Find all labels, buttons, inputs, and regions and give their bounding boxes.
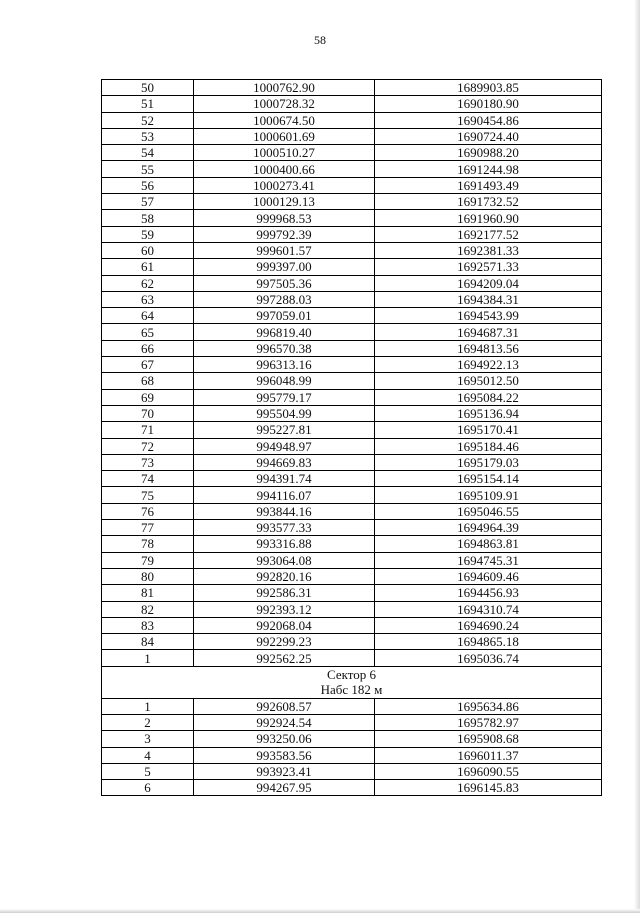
y-coordinate-cell: 1694964.39 [375, 520, 602, 536]
table-row [102, 585, 602, 601]
x-coordinate-cell: 997288.03 [194, 291, 375, 307]
x-coordinate-cell: 999792.39 [194, 226, 375, 242]
x-coordinate-cell: 1000601.69 [194, 128, 375, 144]
table-row [102, 308, 602, 324]
table-row [102, 780, 602, 796]
table-row [102, 357, 602, 373]
x-coordinate-cell: 996048.99 [194, 373, 375, 389]
x-coordinate-cell: 992562.25 [194, 650, 375, 666]
table-row [102, 634, 602, 650]
point-number-cell: 59 [102, 226, 194, 242]
y-coordinate-cell: 1691960.90 [375, 210, 602, 226]
point-number-cell: 53 [102, 128, 194, 144]
x-coordinate-cell: 994116.07 [194, 487, 375, 503]
point-number-cell: 77 [102, 520, 194, 536]
y-coordinate-cell: 1694922.13 [375, 357, 602, 373]
point-number-cell: 68 [102, 373, 194, 389]
x-coordinate-cell: 1000728.32 [194, 96, 375, 112]
x-coordinate-cell: 995227.81 [194, 422, 375, 438]
point-number-cell: 1 [102, 698, 194, 714]
table-row [102, 80, 602, 96]
y-coordinate-cell: 1695154.14 [375, 471, 602, 487]
point-number-cell: 66 [102, 340, 194, 356]
x-coordinate-cell: 993250.06 [194, 731, 375, 747]
table-row [102, 405, 602, 421]
table-row [102, 454, 602, 470]
y-coordinate-cell: 1690454.86 [375, 112, 602, 128]
sector-heading-cell [102, 666, 602, 698]
y-coordinate-cell: 1694865.18 [375, 634, 602, 650]
point-number-cell: 57 [102, 194, 194, 210]
coordinates-table [101, 79, 602, 796]
y-coordinate-cell: 1690988.20 [375, 145, 602, 161]
table-row [102, 650, 602, 666]
x-coordinate-cell: 992299.23 [194, 634, 375, 650]
x-coordinate-cell: 994391.74 [194, 471, 375, 487]
table-row [102, 601, 602, 617]
y-coordinate-cell: 1691244.98 [375, 161, 602, 177]
y-coordinate-cell: 1691493.49 [375, 177, 602, 193]
scan-edge-shadow-bottom [0, 909, 640, 913]
y-coordinate-cell: 1695084.22 [375, 389, 602, 405]
point-number-cell: 55 [102, 161, 194, 177]
y-coordinate-cell: 1695908.68 [375, 731, 602, 747]
y-coordinate-cell: 1689903.85 [375, 80, 602, 96]
x-coordinate-cell: 992586.31 [194, 585, 375, 601]
table-row [102, 145, 602, 161]
table-row [102, 128, 602, 144]
y-coordinate-cell: 1694384.31 [375, 291, 602, 307]
sector-subtitle: Набс 182 м [320, 682, 383, 698]
x-coordinate-cell: 995779.17 [194, 389, 375, 405]
point-number-cell: 54 [102, 145, 194, 161]
y-coordinate-cell: 1694687.31 [375, 324, 602, 340]
x-coordinate-cell: 992068.04 [194, 617, 375, 633]
y-coordinate-cell: 1692571.33 [375, 259, 602, 275]
y-coordinate-cell: 1695634.86 [375, 698, 602, 714]
y-coordinate-cell: 1695109.91 [375, 487, 602, 503]
y-coordinate-cell: 1694209.04 [375, 275, 602, 291]
table-row [102, 747, 602, 763]
y-coordinate-cell: 1695012.50 [375, 373, 602, 389]
y-coordinate-cell: 1695184.46 [375, 438, 602, 454]
point-number-cell: 82 [102, 601, 194, 617]
table-row [102, 714, 602, 730]
point-number-cell: 58 [102, 210, 194, 226]
x-coordinate-cell: 996313.16 [194, 357, 375, 373]
table-row [102, 210, 602, 226]
table-body-after-sector [102, 698, 602, 796]
table-row [102, 226, 602, 242]
table-row [102, 731, 602, 747]
table-row [102, 194, 602, 210]
point-number-cell: 65 [102, 324, 194, 340]
y-coordinate-cell: 1694745.31 [375, 552, 602, 568]
table-body-before-sector [102, 80, 602, 667]
table-row [102, 340, 602, 356]
point-number-cell: 64 [102, 308, 194, 324]
x-coordinate-cell: 996819.40 [194, 324, 375, 340]
table-row [102, 487, 602, 503]
table-row [102, 422, 602, 438]
y-coordinate-cell: 1695782.97 [375, 714, 602, 730]
x-coordinate-cell: 993577.33 [194, 520, 375, 536]
point-number-cell: 69 [102, 389, 194, 405]
x-coordinate-cell: 992820.16 [194, 568, 375, 584]
table-row [102, 617, 602, 633]
point-number-cell: 73 [102, 454, 194, 470]
point-number-cell: 81 [102, 585, 194, 601]
y-coordinate-cell: 1695179.03 [375, 454, 602, 470]
table-row [102, 471, 602, 487]
x-coordinate-cell: 992393.12 [194, 601, 375, 617]
x-coordinate-cell: 992924.54 [194, 714, 375, 730]
x-coordinate-cell: 993923.41 [194, 763, 375, 779]
page-number: 58 [314, 33, 326, 47]
point-number-cell: 75 [102, 487, 194, 503]
x-coordinate-cell: 992608.57 [194, 698, 375, 714]
point-number-cell: 67 [102, 357, 194, 373]
point-number-cell: 3 [102, 731, 194, 747]
point-number-cell: 4 [102, 747, 194, 763]
point-number-cell: 70 [102, 405, 194, 421]
x-coordinate-cell: 997059.01 [194, 308, 375, 324]
y-coordinate-cell: 1692381.33 [375, 242, 602, 258]
table-row [102, 438, 602, 454]
point-number-cell: 79 [102, 552, 194, 568]
sector-header [102, 666, 602, 698]
point-number-cell: 72 [102, 438, 194, 454]
point-number-cell: 1 [102, 650, 194, 666]
x-coordinate-cell: 999601.57 [194, 242, 375, 258]
point-number-cell: 56 [102, 177, 194, 193]
point-number-cell: 51 [102, 96, 194, 112]
x-coordinate-cell: 993064.08 [194, 552, 375, 568]
x-coordinate-cell: 1000762.90 [194, 80, 375, 96]
point-number-cell: 2 [102, 714, 194, 730]
y-coordinate-cell: 1692177.52 [375, 226, 602, 242]
x-coordinate-cell: 994669.83 [194, 454, 375, 470]
x-coordinate-cell: 993583.56 [194, 747, 375, 763]
sector-title: Сектор 6 [326, 667, 376, 683]
y-coordinate-cell: 1690724.40 [375, 128, 602, 144]
x-coordinate-cell: 1000400.66 [194, 161, 375, 177]
x-coordinate-cell: 996570.38 [194, 340, 375, 356]
x-coordinate-cell: 997505.36 [194, 275, 375, 291]
table-row [102, 242, 602, 258]
table-row [102, 259, 602, 275]
x-coordinate-cell: 993316.88 [194, 536, 375, 552]
point-number-cell: 76 [102, 503, 194, 519]
table-row [102, 568, 602, 584]
table-row [102, 536, 602, 552]
x-coordinate-cell: 999968.53 [194, 210, 375, 226]
y-coordinate-cell: 1695170.41 [375, 422, 602, 438]
x-coordinate-cell: 995504.99 [194, 405, 375, 421]
table-row [102, 161, 602, 177]
table-row [102, 112, 602, 128]
y-coordinate-cell: 1694543.99 [375, 308, 602, 324]
y-coordinate-cell: 1694690.24 [375, 617, 602, 633]
table-row [102, 520, 602, 536]
point-number-cell: 84 [102, 634, 194, 650]
table-row [102, 324, 602, 340]
y-coordinate-cell: 1694310.74 [375, 601, 602, 617]
x-coordinate-cell: 1000273.41 [194, 177, 375, 193]
y-coordinate-cell: 1696090.55 [375, 763, 602, 779]
y-coordinate-cell: 1691732.52 [375, 194, 602, 210]
x-coordinate-cell: 993844.16 [194, 503, 375, 519]
point-number-cell: 74 [102, 471, 194, 487]
x-coordinate-cell: 994948.97 [194, 438, 375, 454]
point-number-cell: 5 [102, 763, 194, 779]
sector-heading-row [102, 666, 602, 698]
point-number-cell: 71 [102, 422, 194, 438]
point-number-cell: 78 [102, 536, 194, 552]
table-row [102, 552, 602, 568]
y-coordinate-cell: 1695136.94 [375, 405, 602, 421]
y-coordinate-cell: 1690180.90 [375, 96, 602, 112]
x-coordinate-cell: 994267.95 [194, 780, 375, 796]
table-row [102, 96, 602, 112]
point-number-cell: 61 [102, 259, 194, 275]
table-row [102, 373, 602, 389]
y-coordinate-cell: 1694863.81 [375, 536, 602, 552]
table-row [102, 275, 602, 291]
point-number-cell: 60 [102, 242, 194, 258]
table-row [102, 177, 602, 193]
point-number-cell: 62 [102, 275, 194, 291]
y-coordinate-cell: 1696145.83 [375, 780, 602, 796]
x-coordinate-cell: 1000674.50 [194, 112, 375, 128]
y-coordinate-cell: 1695036.74 [375, 650, 602, 666]
table-row [102, 503, 602, 519]
table-row [102, 389, 602, 405]
y-coordinate-cell: 1694609.46 [375, 568, 602, 584]
point-number-cell: 50 [102, 80, 194, 96]
point-number-cell: 80 [102, 568, 194, 584]
y-coordinate-cell: 1696011.37 [375, 747, 602, 763]
x-coordinate-cell: 1000510.27 [194, 145, 375, 161]
point-number-cell: 63 [102, 291, 194, 307]
x-coordinate-cell: 1000129.13 [194, 194, 375, 210]
y-coordinate-cell: 1695046.55 [375, 503, 602, 519]
point-number-cell: 83 [102, 617, 194, 633]
x-coordinate-cell: 999397.00 [194, 259, 375, 275]
y-coordinate-cell: 1694813.56 [375, 340, 602, 356]
table-row [102, 291, 602, 307]
table-row [102, 763, 602, 779]
point-number-cell: 6 [102, 780, 194, 796]
point-number-cell: 52 [102, 112, 194, 128]
y-coordinate-cell: 1694456.93 [375, 585, 602, 601]
scan-edge-shadow [634, 0, 640, 913]
table-row [102, 698, 602, 714]
